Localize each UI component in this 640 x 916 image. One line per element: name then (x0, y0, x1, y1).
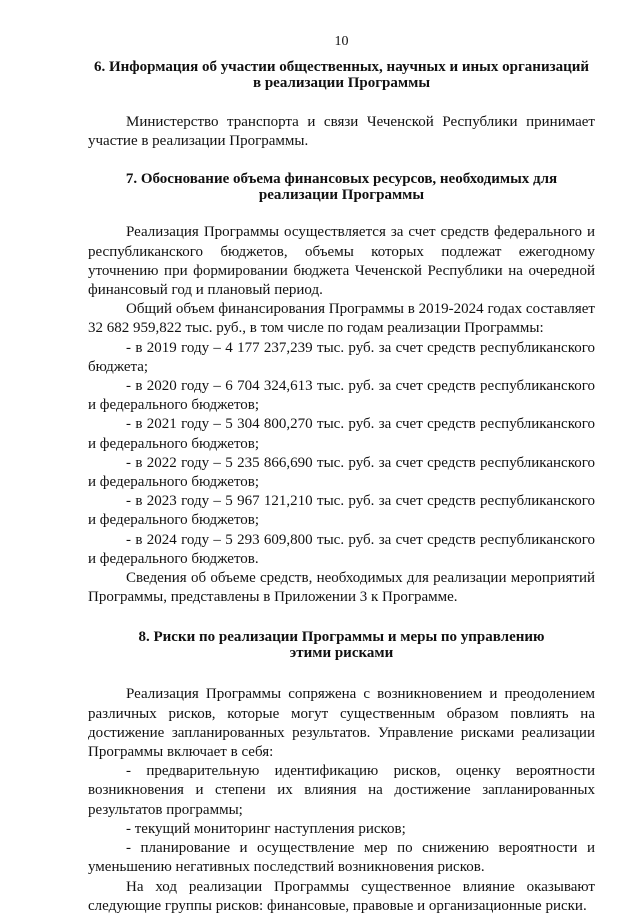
risk-management-list (88, 762, 595, 877)
list-item: - в 2023 году – 5 967 121,210 тыс. руб. за счет средств республиканского и федерального бюджетов; (88, 493, 595, 529)
section-6-title-line-1: 6. Информация об участии общественных, научных и иных организаций (93, 59, 590, 75)
section-8-paragraph-1: Реализация Программы сопряжена с возникновением и преодолением различных рисков, которые могут существенным образом повлиять на достижение запланированных результатов. Управление рисками реализации Программы включает в себя: (88, 686, 595, 761)
section-6-title-line-2: в реализации Программы (252, 75, 431, 91)
section-8-title-line-1: 8. Риски по реализации Программы и меры по управлению (138, 629, 545, 646)
section-7 (88, 171, 595, 607)
section-7-paragraph-3: Сведения об объеме средств, необходимых для реализации мероприятий Программы, представлены в Приложении 3 к Программе. (88, 570, 595, 606)
section-7-paragraph-2: Общий объем финансирования Программы в 2019-2024 годах составляет 32 682 959,822 тыс. руб., в том числе по годам реализации Программы: (88, 301, 595, 337)
section-6-paragraph: Министерство транспорта и связи Чеченской Республики принимает участие в реализации Программы. (88, 114, 595, 150)
list-item: - в 2024 году – 5 293 609,800 тыс. руб. за счет средств республиканского и федерального бюджетов. (88, 531, 595, 567)
list-item: - в 2021 году – 5 304 800,270 тыс. руб. за счет средств республиканского и федерального бюджетов; (88, 416, 595, 452)
list-item: - текущий мониторинг наступления рисков; (126, 820, 406, 837)
page-number: 10 (334, 34, 349, 49)
list-item: - предварительную идентификацию рисков, оценку вероятности возникновения и степени их влияния на достижение запланированных результатов программы; (88, 763, 595, 818)
list-item: - в 2019 году – 4 177 237,239 тыс. руб. за счет средств республиканского бюджета; (88, 339, 595, 375)
list-item: - планирование и осуществление мер по снижению вероятности и уменьшению негативных последствий возникновения рисков. (88, 840, 595, 876)
section-6 (88, 59, 595, 151)
section-7-title-line-2: реализации Программы (258, 187, 425, 204)
section-8 (88, 629, 595, 915)
document-page (88, 33, 595, 916)
section-8-paragraph-2: На ход реализации Программы существенное влияние оказывают следующие группы рисков: финансовые, правовые и организационные риски. (88, 878, 595, 914)
section-8-title-line-2: этими рисками (289, 645, 394, 662)
funding-by-year-list (88, 339, 595, 569)
section-7-title-line-1: 7. Обоснование объема финансовых ресурсов, необходимых для (125, 171, 558, 188)
section-7-paragraph-1: Реализация Программы осуществляется за счет средств федерального и республиканского бюджетов, объемы которых подлежат ежегодному уточнению при формировании бюджета Чеченской Республики на очередной финансовый год и плановый период. (88, 224, 595, 299)
list-item: - в 2022 году – 5 235 866,690 тыс. руб. за счет средств республиканского и федерального бюджетов; (88, 454, 595, 491)
list-item: - в 2020 году – 6 704 324,613 тыс. руб. за счет средств республиканского и федерального бюджетов; (88, 378, 595, 414)
